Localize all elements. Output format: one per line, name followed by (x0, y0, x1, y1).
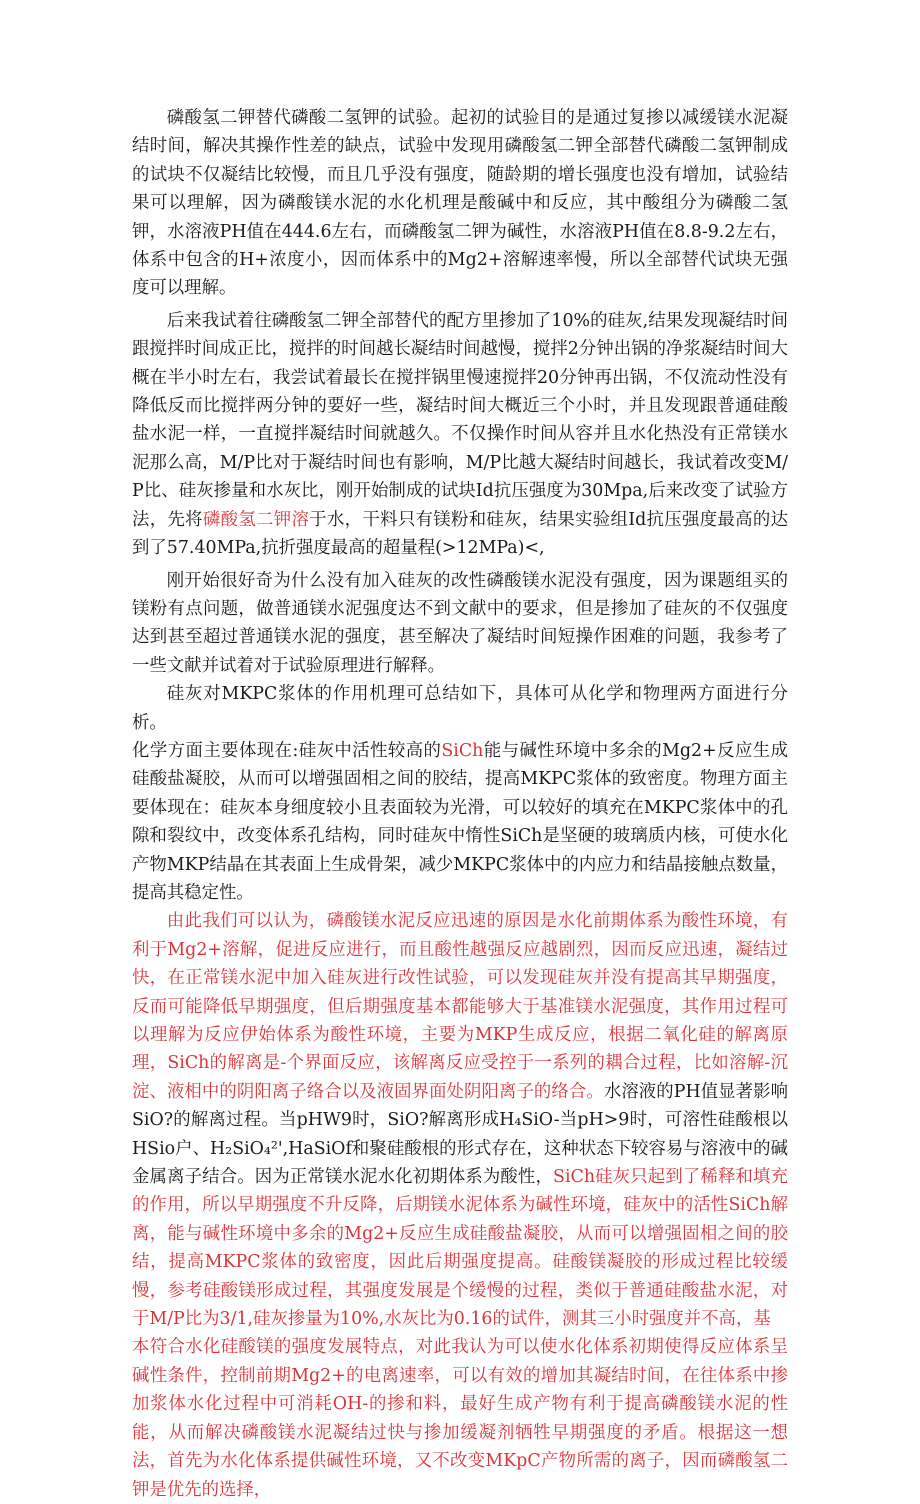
paragraph-5-text-b: 能与碱性环境中多余的Mg2+反应生成硅酸盐凝胶，从而可以增强固相之间的胶结，提高MKPC浆体的致密度。物理方面主要体现在：硅灰本身细度较小且表面较为光滑，可以较好的填充在MKPC浆体中的孔隙和裂纹中，改变体系孔结构，同时硅灰中惰性SiCh是坚硬的玻璃质内核，可使水化产物MKP结晶在其表面上生成骨架，减少MKPC浆体中的内应力和结晶接触点数量，提高其稳定性。 (132, 740, 788, 903)
paragraph-4 (132, 680, 788, 737)
paragraph-5 (132, 737, 788, 907)
paragraph-2-highlight: 磷酸氢二钾溶 (202, 509, 310, 530)
paragraph-6 (132, 907, 788, 1333)
paragraph-6-text-a: 由此我们可以认为，磷酸镁水泥反应迅速的原因是水化前期体系为酸性环境，有利于Mg2+溶解，促进反应进行，而且酸性越强反应越剧烈，因而反应迅速，凝结过快，在正常镁水泥中加入硅灰进行改性试验，可以发现硅灰并没有提高其早期强度，反而可能降低早期强度，但后期强度基本都能够大于基准镁水泥强度，其作用过程可以理解为反应伊始体系为酸性环境，主要为MKP生成反应，根据二氧化硅的解离原理，SiCh的解离是-个界面反应，该解离反应受控于一系列的耦合过程，比如溶解-沉淀、液相中的阴阳离子络合以及液固界面处阴阳离子的络合。 (132, 911, 788, 1102)
paragraph-7-text: 本符合水化硅酸镁的强度发展特点，对此我认为可以使水化体系初期使得反应体系呈碱性条件，控制前期Mg2+的电离速率，可以有效的增加其凝结时间，在往体系中掺加浆体水化过程中可消耗OH-的掺和料，最好生成产物有利于提高磷酸镁水泥的性能，从而解决磷酸镁水泥凝结过快与掺加缓凝剂牺牲早期强度的矛盾。根据这一想法，首先为水化体系提供碱性环境，又不改变MKpC产物所需的离子，因而磷酸氢二钾是优先的选择， (132, 1337, 788, 1500)
paragraph-5-highlight: SiCh (441, 740, 484, 761)
paragraph-2-text-a: 后来我试着往磷酸氢二钾全部替代的配方里掺加了10%的硅灰,结果发现凝结时间跟搅拌时间成正比，搅拌的时间越长凝结时间越慢，搅拌2分钟出锅的净浆凝结时间大概在半小时左右，我尝试着最长在搅拌锅里慢速搅拌20分钟再出锅，不仅流动性没有降低反而比搅拌两分钟的要好一些，凝结时间大概近三个小时，并且发现跟普通硅酸盐水泥一样，一直搅拌凝结时间就越久。不仅操作时间从容并且水化热没有正常镁水泥那么高，M/P比对于凝结时间也有影响，M/P比越大凝结时间越长，我试着改变M/P比、硅灰掺量和水灰比，刚开始制成的试块Id抗压强度为30Mpa,后来改变了试验方法，先将 (132, 310, 788, 530)
paragraph-7 (132, 1333, 788, 1503)
paragraph-6-highlight: SiCh (553, 1167, 596, 1188)
paragraph-2-text-b: 于水，干料只有镁粉和硅灰，结果实验组Id抗压强度最高的达到了57.40MPa,抗折强度最高的超量程(>12MPa)<, (132, 509, 788, 559)
paragraph-3-text: 刚开始很好奇为什么没有加入硅灰的改性磷酸镁水泥没有强度，因为课题组买的镁粉有点问题，做普通镁水泥强度达不到文献中的要求，但是掺加了硅灰的不仅强度达到甚至超过普通镁水泥的强度，甚至解决了凝结时间短操作困难的问题，我参考了一些文献并试着对于试验原理进行解释。 (132, 570, 788, 676)
paragraph-6-text-c: 硅灰只起到了稀释和填充的作用，所以早期强度不升反降，后期镁水泥体系为碱性环境，硅灰中的活性SiCh解离，能与碱性环境中多余的Mg2+反应生成硅酸盐凝胶，从而可以增强固相之间的胶结，提高MKPC浆体的致密度，因此后期强度提高。硅酸镁凝胶的形成过程比较缓慢，参考硅酸镁形成过程，其强度发展是个缓慢的过程，类似于普通硅酸盐水泥，对于M/P比为3/1,硅灰掺量为10%,水灰比为0.16的试件，测其三小时强度并不高，基 (132, 1167, 788, 1330)
paragraph-1-text: 磷酸氢二钾替代磷酸二氢钾的试验。起初的试验目的是通过复掺以减缓镁水泥凝结时间，解决其操作性差的缺点，试验中发现用磷酸氢二钾全部替代磷酸二氢钾制成的试块不仅凝结比较慢，而且几乎没有强度，随龄期的增长强度也没有增加，试验结果可以理解，因为磷酸镁水泥的水化机理是酸碱中和反应，其中酸组分为磷酸二氢钾，水溶液PH值在444.6左右，而磷酸氢二钾为碱性，水溶液PH值在8.8-9.2左右，体系中包含的H+浓度小，因而体系中的Mg2+溶解速率慢，所以全部替代试块无强度可以理解。 (132, 108, 788, 299)
paragraph-4-text: 硅灰对MKPC浆体的作用机理可总结如下，具体可从化学和物理两方面进行分析。 (132, 684, 788, 733)
paragraph-3 (132, 567, 788, 681)
paragraph-1 (132, 104, 788, 303)
paragraph-5-text-a: 化学方面主要体现在:硅灰中活性较高的 (132, 740, 442, 761)
document-page (132, 104, 788, 1504)
paragraph-2 (132, 307, 788, 563)
paragraph-6-text-b: 水溶液的PH值显著影响SiO?的解离过程。当pHW9时，SiO?解离形成H₄SiO-当pH>9时，可溶性硅酸根以HSio户、H₂SiO₄²',HaSiOf和聚硅酸根的形式存在，这种状态下较容易与溶液中的碱金属离子结合。因为正常镁水泥水化初期体系为酸性， (132, 1081, 788, 1188)
